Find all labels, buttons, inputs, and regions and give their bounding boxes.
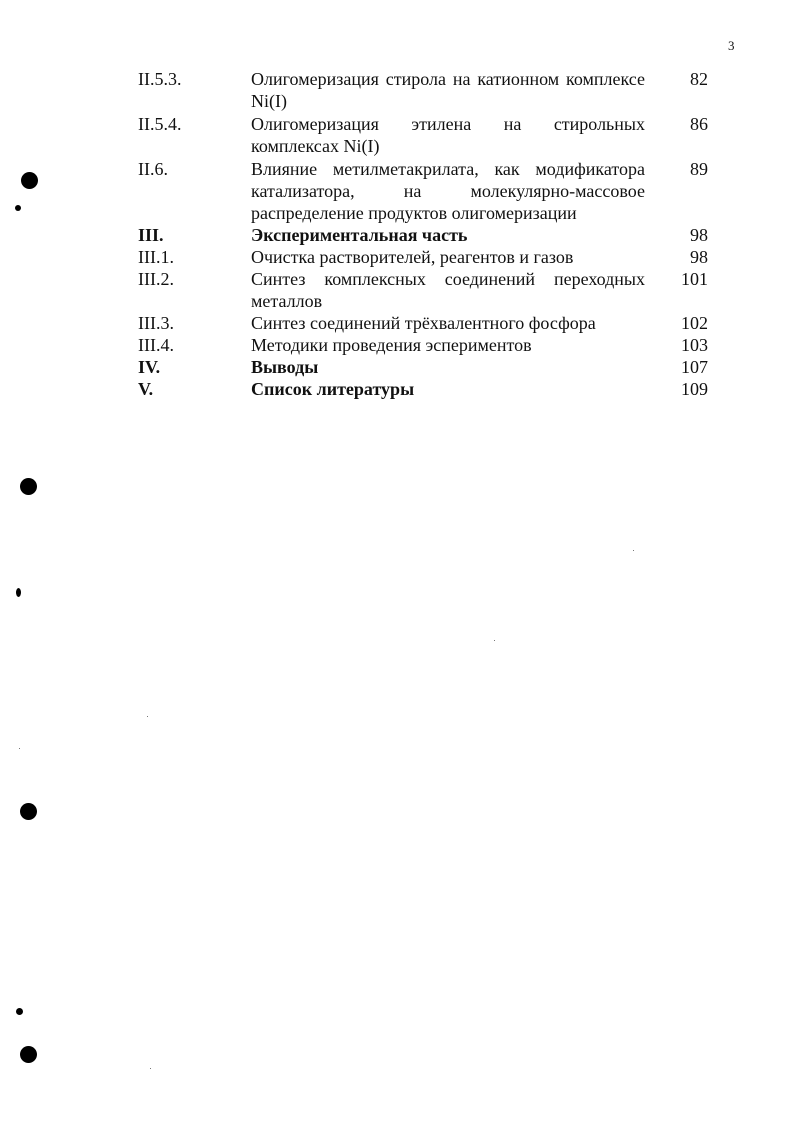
toc-entry — [138, 158, 712, 224]
toc-entry-page: 102 — [681, 313, 708, 333]
toc-entry-title: Синтез соединений трёхвалентного фосфора — [251, 313, 596, 333]
toc-entry-number: IV. — [138, 357, 161, 377]
toc-entry-page: 82 — [690, 69, 708, 89]
toc-entry — [138, 334, 712, 356]
toc-entry — [138, 113, 712, 157]
toc-entry — [138, 246, 712, 268]
page-number: 3 — [728, 38, 735, 53]
toc-entry-page: 98 — [690, 225, 708, 245]
toc-entry-number: V. — [138, 379, 154, 399]
punch-hole-mark — [20, 478, 37, 495]
scan-dust — [494, 640, 495, 641]
toc-entry-title: Очистка растворителей, реагентов и газов — [251, 247, 574, 267]
toc-entry-number: III. — [138, 225, 164, 245]
toc-entry-page: 103 — [681, 335, 708, 355]
scan-dust — [147, 716, 148, 717]
punch-hole-mark — [20, 1046, 37, 1063]
toc-entry — [138, 68, 712, 112]
toc-entry-title: Олигомеризация стирола на катионном комплексе Ni(I) — [251, 69, 645, 111]
scan-speck — [16, 588, 21, 597]
toc-entry-page: 107 — [681, 357, 708, 377]
scan-dust — [19, 748, 20, 749]
toc-entry-title: Методики проведения эспериментов — [251, 335, 532, 355]
scan-dust — [633, 550, 634, 551]
toc-entry-number: III.4. — [138, 335, 174, 355]
toc-entry — [138, 268, 712, 312]
scan-speck — [15, 205, 21, 211]
toc-entry-chapter — [138, 356, 712, 378]
toc-entry-page: 98 — [690, 247, 708, 267]
toc-entry-title: Список литературы — [251, 379, 415, 399]
toc-entry-title: Экспериментальная часть — [251, 225, 468, 245]
punch-hole-mark — [20, 803, 37, 820]
scan-dust — [150, 1068, 151, 1069]
toc-entry — [138, 312, 712, 334]
toc-entry-title: Олигомеризация этилена на стирольных комплексах Ni(I) — [251, 114, 645, 156]
toc-entry-number: III.3. — [138, 313, 174, 333]
toc-entry-page: 89 — [690, 159, 708, 179]
toc-entry-number: II.5.4. — [138, 114, 182, 134]
toc-entry-number: II.6. — [138, 159, 168, 179]
scan-speck — [16, 1008, 23, 1015]
toc-entry-number: II.5.3. — [138, 69, 182, 89]
toc-entry-title: Синтез комплексных соединений переходных металлов — [251, 269, 645, 311]
toc-entry-title: Выводы — [251, 357, 319, 377]
toc-entry-number: III.2. — [138, 269, 174, 289]
toc-entry-chapter — [138, 378, 712, 400]
table-of-contents — [138, 68, 712, 400]
toc-entry-title: Влияние метилметакрилата, как модификатора катализатора, на молекулярно-массовое распределение продуктов олигомеризации — [251, 159, 645, 223]
toc-entry-chapter — [138, 224, 712, 246]
toc-entry-page: 86 — [690, 114, 708, 134]
punch-hole-mark — [21, 172, 38, 189]
toc-entry-number: III.1. — [138, 247, 174, 267]
toc-entry-page: 101 — [681, 269, 708, 289]
toc-entry-page: 109 — [681, 379, 708, 399]
